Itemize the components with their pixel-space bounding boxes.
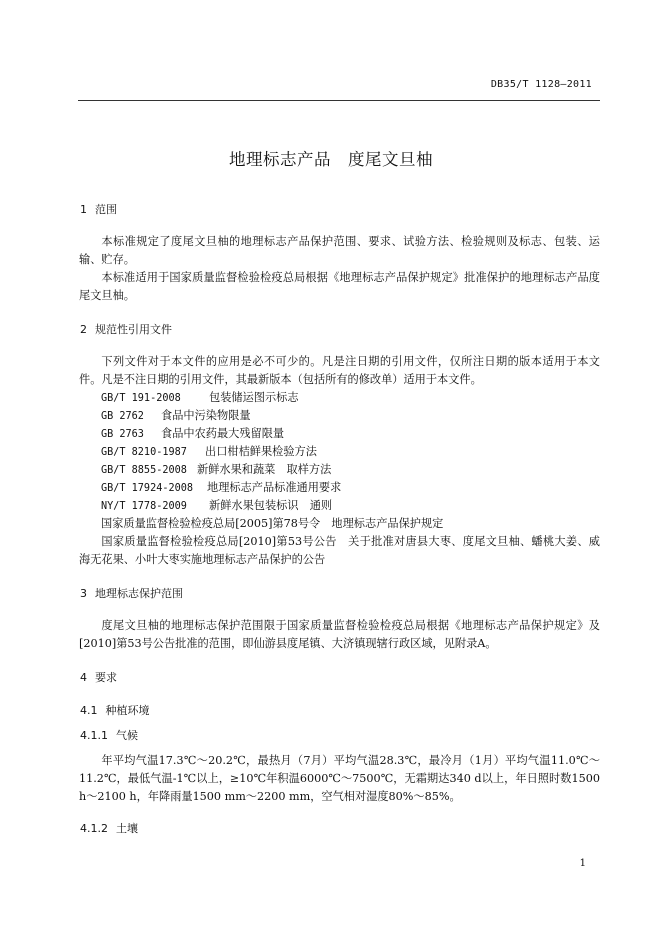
section-2-heading bbox=[80, 321, 172, 337]
subsection-number: 4.1.1 bbox=[80, 729, 108, 742]
reference-title: 新鲜水果包装标识 通则 bbox=[209, 499, 333, 512]
reference-decree: 国家质量监督检验检疫总局[2010]第53号公告 关于批准对唐县大枣、度尾文旦柚、蟠桃大姜、威海无花果、小叶大枣实施地理标志产品保护的公告 bbox=[79, 535, 600, 567]
section-number: 1 bbox=[80, 203, 87, 216]
reference-item bbox=[101, 407, 251, 426]
paragraph: 度尾文旦柚的地理标志保护范围限于国家质量监督检验检疫总局根据《地理标志产品保护规定》及[2010]第53号公告批准的范围，即仙游县度尾镇、大济镇现辖行政区域，见附录A。 bbox=[79, 619, 600, 651]
paragraph: 本标准规定了度尾文旦柚的地理标志产品保护范围、要求、试验方法、检验规则及标志、包装、运输、贮存。 bbox=[79, 235, 600, 267]
document-title: 地理标志产品 度尾文旦柚 bbox=[229, 150, 433, 169]
reference-item bbox=[101, 425, 284, 444]
section-title: 要求 bbox=[95, 671, 117, 684]
section-number: 4 bbox=[80, 671, 87, 684]
reference-item bbox=[101, 443, 317, 462]
reference-title: 食品中农药最大残留限量 bbox=[161, 427, 285, 440]
reference-title: 出口柑桔鲜果检验方法 bbox=[205, 445, 317, 458]
reference-code: GB 2762 bbox=[101, 411, 144, 422]
section-title: 地理标志保护范围 bbox=[95, 587, 183, 600]
section-number: 3 bbox=[80, 587, 87, 600]
reference-title: 地理标志产品标准通用要求 bbox=[207, 481, 342, 494]
subsection-4-1-heading bbox=[80, 702, 150, 718]
paragraph: 本标准适用于国家质量监督检验检疫总局根据《地理标志产品保护规定》批准保护的地理标志产品度尾文旦柚。 bbox=[79, 271, 600, 303]
subsection-number: 4.1 bbox=[80, 704, 98, 717]
section-title: 规范性引用文件 bbox=[95, 323, 172, 336]
reference-item bbox=[101, 497, 332, 516]
section-3-heading bbox=[80, 585, 183, 601]
subsection-title: 土壤 bbox=[116, 822, 138, 835]
header-rule bbox=[78, 100, 600, 101]
reference-decree: 国家质量监督检验检疫总局[2005]第78号令 地理标志产品保护规定 bbox=[101, 517, 444, 530]
reference-title: 新鲜水果和蔬菜 取样方法 bbox=[197, 463, 332, 476]
reference-code: GB/T 8210-1987 bbox=[101, 447, 187, 458]
section-4-heading bbox=[80, 669, 117, 685]
reference-code: GB 2763 bbox=[101, 429, 144, 440]
document-code: DB35/T 1128—2011 bbox=[490, 79, 592, 90]
paragraph: 年平均气温17.3℃～20.2℃，最热月（7月）平均气温28.3℃，最冷月（1月）平均气温11.0℃～11.2℃，最低气温-1℃以上，≥10℃年积温6000℃～7500℃，无霜期达340 d以上，年日照时数1500 h～2100 h，年降雨量1500 mm～2200 mm，空气相对湿度80%～85%。 bbox=[79, 754, 600, 804]
reference-item bbox=[101, 479, 341, 498]
paragraph: 下列文件对于本文件的应用是必不可少的。凡是注日期的引用文件，仅所注日期的版本适用于本文件。凡是不注日期的引用文件，其最新版本（包括所有的修改单）适用于本文件。 bbox=[79, 355, 600, 387]
section-title: 范围 bbox=[95, 203, 117, 216]
reference-title: 食品中污染物限量 bbox=[161, 409, 251, 422]
section-1-heading bbox=[80, 201, 117, 217]
reference-item bbox=[101, 461, 331, 480]
section-number: 2 bbox=[80, 323, 87, 336]
subsection-number: 4.1.2 bbox=[80, 822, 108, 835]
reference-code: GB/T 191-2008 bbox=[101, 393, 181, 404]
page-number: 1 bbox=[579, 858, 586, 869]
subsection-4-1-1-heading bbox=[80, 727, 138, 743]
reference-code: GB/T 8855-2008 bbox=[101, 465, 187, 476]
reference-code: GB/T 17924-2008 bbox=[101, 483, 194, 494]
subsection-title: 种植环境 bbox=[105, 704, 150, 717]
subsection-title: 气候 bbox=[116, 729, 138, 742]
reference-item bbox=[101, 389, 299, 408]
subsection-4-1-2-heading bbox=[80, 820, 138, 836]
reference-code: NY/T 1778-2009 bbox=[101, 501, 187, 512]
reference-title: 包装储运图示标志 bbox=[209, 391, 299, 404]
